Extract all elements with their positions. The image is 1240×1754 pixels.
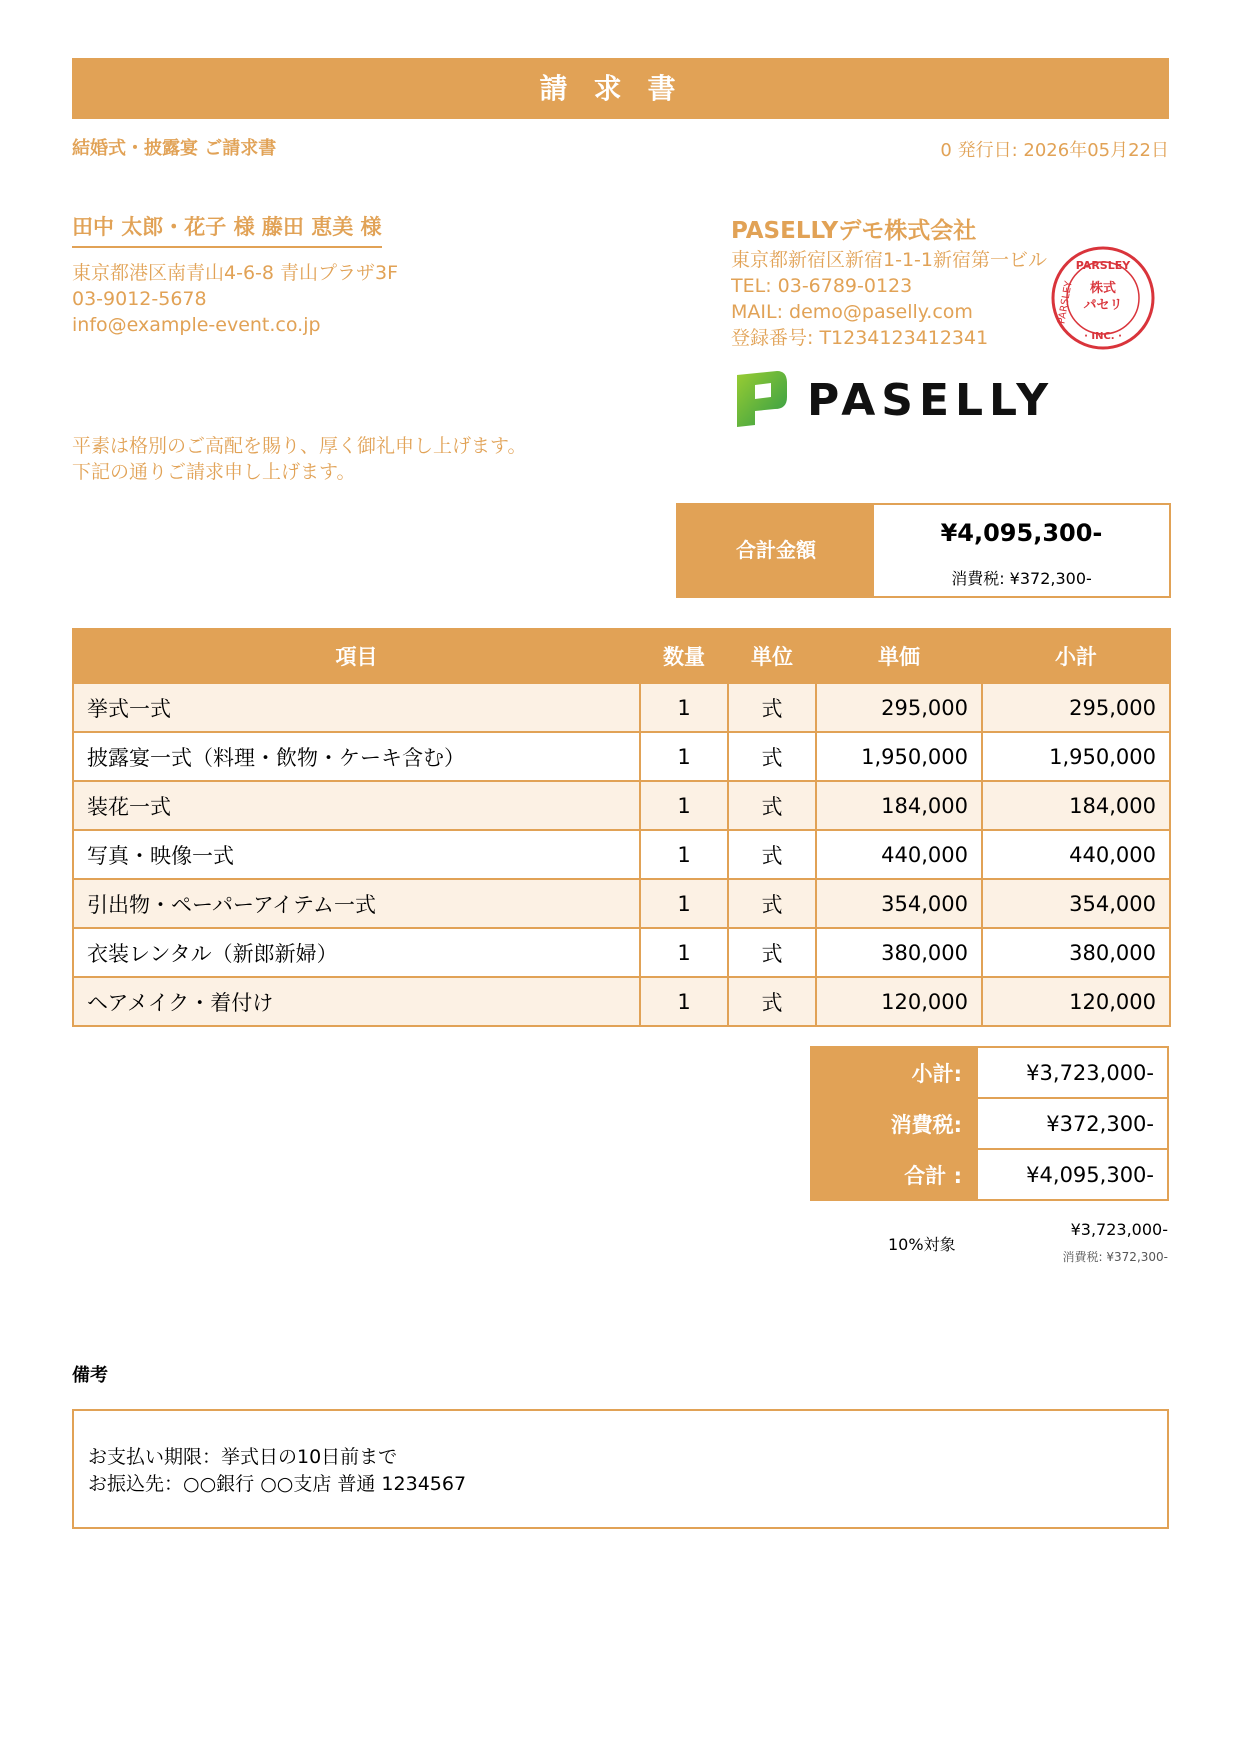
table-row xyxy=(73,977,1170,1026)
item-qty: 1 xyxy=(640,683,728,732)
item-name: 挙式一式 xyxy=(73,683,640,732)
svg-text:パセリ: パセリ xyxy=(1083,298,1123,313)
item-name: 披露宴一式（料理・飲物・ケーキ含む） xyxy=(73,732,640,781)
item-qty: 1 xyxy=(640,879,728,928)
item-qty: 1 xyxy=(640,732,728,781)
item-unit: 式 xyxy=(728,977,816,1026)
total-value: ¥4,095,300- xyxy=(977,1149,1168,1200)
grand-total-tax: 消費税: ¥372,300- xyxy=(951,569,1092,588)
item-subtotal: 120,000 xyxy=(982,977,1170,1026)
item-qty: 1 xyxy=(640,928,728,977)
company-logo xyxy=(731,367,1061,429)
item-unit: 式 xyxy=(728,928,816,977)
summary-table xyxy=(810,1046,1169,1201)
company-mail: MAIL: demo@paselly.com xyxy=(731,301,973,323)
item-price: 380,000 xyxy=(816,928,982,977)
document-subtitle: 結婚式・披露宴 ご請求書 xyxy=(72,138,277,159)
item-qty: 1 xyxy=(640,830,728,879)
header-qty: 数量 xyxy=(640,629,728,683)
company-name: PASELLYデモ株式会社 xyxy=(731,218,977,244)
svg-text:PARSLEY: PARSLEY xyxy=(1075,259,1131,272)
grand-total-label: 合計金額 xyxy=(678,505,874,596)
item-price: 1,950,000 xyxy=(816,732,982,781)
grand-total-box xyxy=(676,503,1171,598)
item-name: 衣装レンタル（新郎新婦） xyxy=(73,928,640,977)
table-row xyxy=(73,928,1170,977)
item-name: ヘアメイク・着付け xyxy=(73,977,640,1026)
svg-text:PASELLY: PASELLY xyxy=(807,375,1055,426)
item-unit: 式 xyxy=(728,732,816,781)
item-price: 295,000 xyxy=(816,683,982,732)
table-row xyxy=(73,732,1170,781)
tax-rate-amount: ¥3,723,000- xyxy=(1070,1220,1168,1239)
item-subtotal: 354,000 xyxy=(982,879,1170,928)
subtotal-label: 小計: xyxy=(811,1047,977,1098)
item-name: 引出物・ペーパーアイテム一式 xyxy=(73,879,640,928)
table-row xyxy=(73,781,1170,830)
company-registration: 登録番号: T1234123412341 xyxy=(731,327,989,349)
header-item: 項目 xyxy=(73,629,640,683)
svg-text:株式: 株式 xyxy=(1089,281,1117,296)
company-tel: TEL: 03-6789-0123 xyxy=(731,275,913,297)
client-phone: 03-9012-5678 xyxy=(72,288,207,310)
header-subtotal: 小計 xyxy=(982,629,1170,683)
item-subtotal: 295,000 xyxy=(982,683,1170,732)
svg-text:· INC. ·: · INC. · xyxy=(1084,331,1122,342)
table-row xyxy=(73,879,1170,928)
item-name: 写真・映像一式 xyxy=(73,830,640,879)
item-name: 装花一式 xyxy=(73,781,640,830)
issue-date: 0 発行日: 2026年05月22日 xyxy=(940,140,1169,161)
greeting-line-2: 下記の通りご請求申し上げます。 xyxy=(72,461,356,483)
subtotal-value: ¥3,723,000- xyxy=(977,1047,1168,1098)
notes-line-1: お支払い期限：挙式日の10日前まで xyxy=(88,1446,398,1468)
notes-box xyxy=(72,1409,1169,1529)
greeting-line-1: 平素は格別のご高配を賜り、厚く御礼申し上げます。 xyxy=(72,435,527,457)
document-title: 請求書 xyxy=(72,58,1169,119)
tax-rate-tax: 消費税: ¥372,300- xyxy=(1062,1250,1168,1264)
item-price: 184,000 xyxy=(816,781,982,830)
summary-row-tax xyxy=(811,1098,1168,1149)
items-table xyxy=(72,628,1171,1027)
item-unit: 式 xyxy=(728,879,816,928)
item-subtotal: 380,000 xyxy=(982,928,1170,977)
notes-line-2: お振込先：○○銀行 ○○支店 普通 1234567 xyxy=(88,1473,467,1495)
table-row xyxy=(73,683,1170,732)
summary-row-total xyxy=(811,1149,1168,1200)
item-qty: 1 xyxy=(640,781,728,830)
client-address: 東京都港区南青山4-6-8 青山プラザ3F xyxy=(72,262,399,284)
header-unit: 単位 xyxy=(728,629,816,683)
greeting xyxy=(72,433,526,485)
item-price: 120,000 xyxy=(816,977,982,1026)
item-qty: 1 xyxy=(640,977,728,1026)
item-subtotal: 440,000 xyxy=(982,830,1170,879)
items-header-row xyxy=(73,629,1170,683)
client-name: 田中 太郎・花子 様 藤田 恵美 様 xyxy=(72,211,382,248)
company-address: 東京都新宿区新宿1-1-1新宿第一ビル xyxy=(731,249,1047,271)
table-row xyxy=(73,830,1170,879)
header-price: 単価 xyxy=(816,629,982,683)
client-info xyxy=(72,260,398,338)
notes-heading: 備考 xyxy=(72,1365,108,1386)
total-label: 合計 : xyxy=(811,1149,977,1200)
item-unit: 式 xyxy=(728,830,816,879)
item-price: 354,000 xyxy=(816,879,982,928)
grand-total-amount: ¥4,095,300- xyxy=(940,519,1103,547)
tax-label: 消費税: xyxy=(811,1098,977,1149)
item-subtotal: 1,950,000 xyxy=(982,732,1170,781)
summary-row-subtotal xyxy=(811,1047,1168,1098)
item-unit: 式 xyxy=(728,781,816,830)
item-unit: 式 xyxy=(728,683,816,732)
tax-value: ¥372,300- xyxy=(977,1098,1168,1149)
svg-text:PARSLEY: PARSLEY xyxy=(1056,280,1075,325)
item-price: 440,000 xyxy=(816,830,982,879)
item-subtotal: 184,000 xyxy=(982,781,1170,830)
tax-rate-label: 10%対象 xyxy=(888,1235,956,1254)
company-seal-stamp xyxy=(1050,245,1156,351)
client-email: info@example-event.co.jp xyxy=(72,314,321,336)
